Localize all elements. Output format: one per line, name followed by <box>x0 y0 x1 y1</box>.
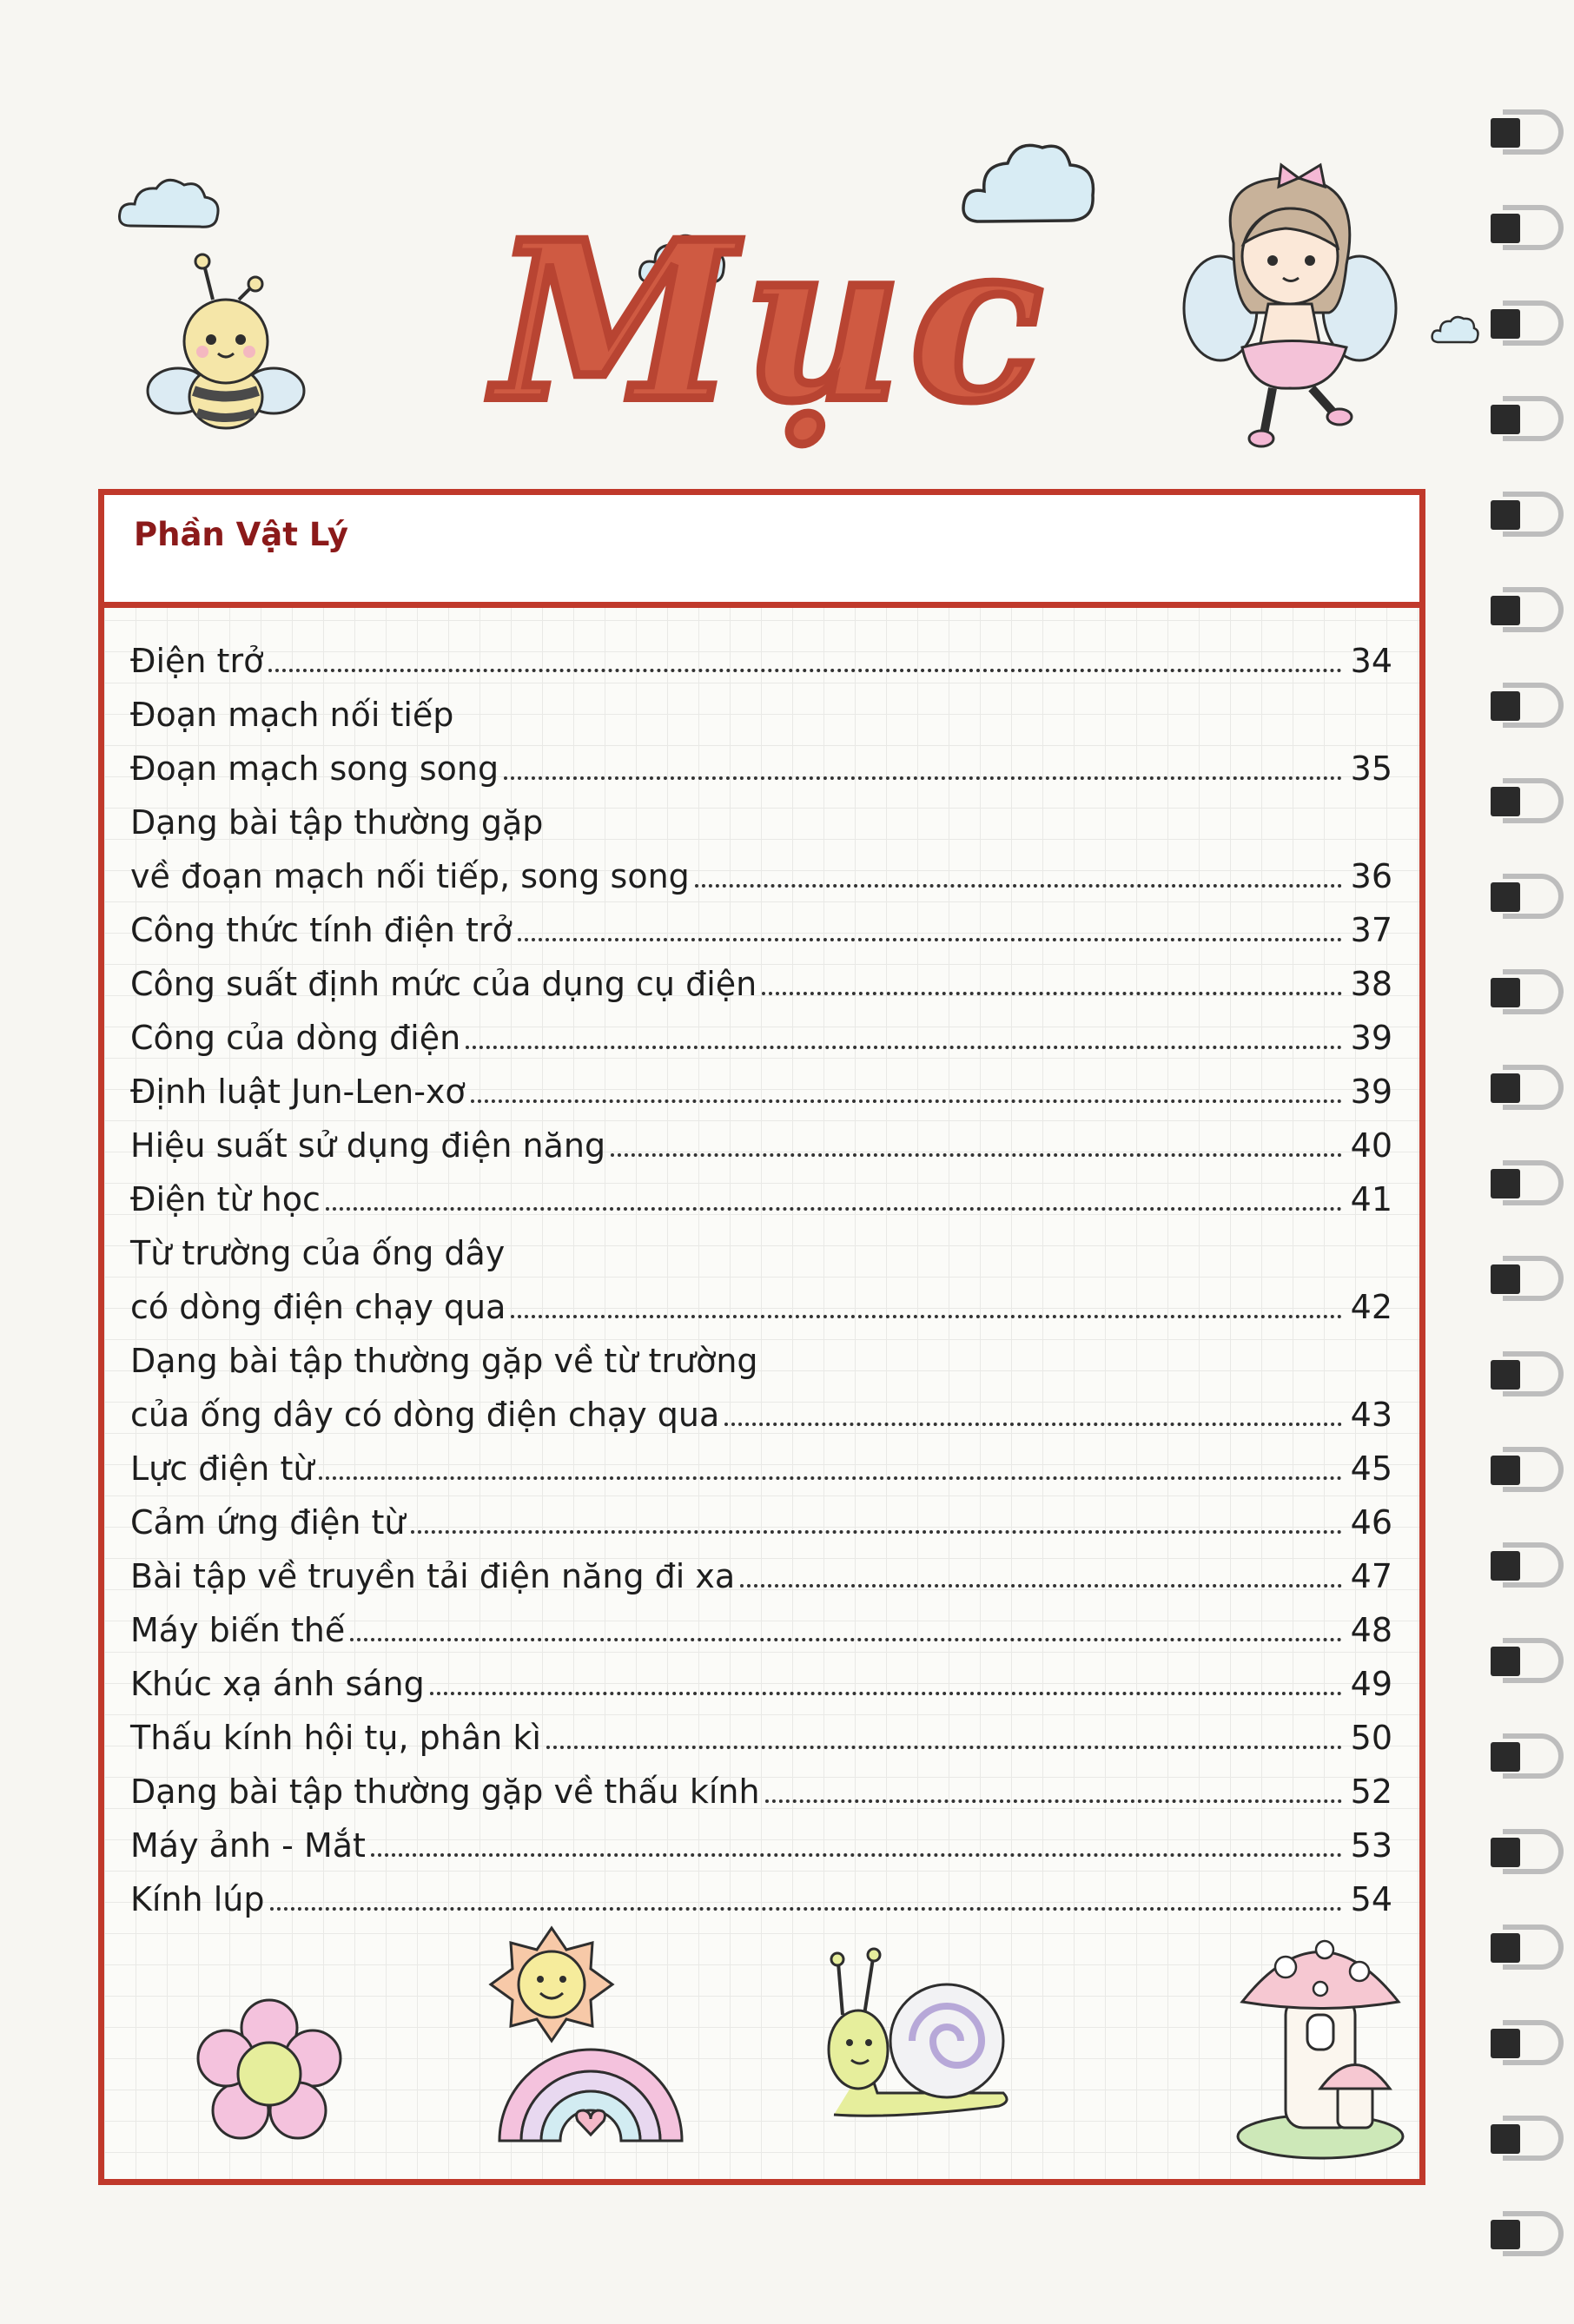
toc-entry[interactable] <box>130 1867 1392 1921</box>
toc-entry-title: Đoạn mạch nối tiếp <box>130 696 454 734</box>
toc-entry[interactable] <box>130 790 1392 844</box>
binding-ring <box>1491 1155 1558 1207</box>
toc-leader-dots <box>430 1692 1342 1695</box>
toc-list <box>130 629 1392 1921</box>
toc-entry-title: Thấu kính hội tụ, phân kì <box>130 1719 541 1757</box>
toc-page-number: 52 <box>1350 1773 1392 1811</box>
toc-page-number: 50 <box>1350 1719 1392 1757</box>
binding-ring <box>1491 2015 1558 2067</box>
binding-ring <box>1491 1633 1558 1685</box>
toc-page-number: 42 <box>1350 1288 1392 1326</box>
toc-entry[interactable] <box>130 1436 1392 1490</box>
toc-entry[interactable] <box>130 898 1392 952</box>
flower-icon <box>195 1997 343 2145</box>
cloud-icon <box>113 169 226 239</box>
toc-entry[interactable] <box>130 844 1392 898</box>
binding-ring <box>1491 486 1558 538</box>
binding-ring <box>1491 868 1558 921</box>
toc-leader-dots <box>326 1207 1342 1211</box>
toc-entry-title: về đoạn mạch nối tiếp, song song <box>130 857 690 895</box>
binding-ring <box>1491 773 1558 825</box>
toc-panel <box>98 489 1425 2185</box>
toc-entry-title: Lực điện từ <box>130 1449 314 1488</box>
toc-leader-dots <box>740 1584 1342 1588</box>
toc-entry[interactable] <box>130 1544 1392 1598</box>
toc-entry-title: Điện trở <box>130 642 264 680</box>
toc-leader-dots <box>466 1046 1342 1049</box>
binding-ring <box>1491 2206 1558 2258</box>
toc-entry[interactable] <box>130 1652 1392 1706</box>
toc-entry-title: Dạng bài tập thường gặp về thấu kính <box>130 1773 760 1811</box>
toc-page-number: 48 <box>1350 1611 1392 1649</box>
toc-entry-title: Cảm ứng điện từ <box>130 1503 406 1542</box>
toc-entry[interactable] <box>130 1598 1392 1652</box>
cloud-icon <box>1429 313 1481 347</box>
toc-entry-title: có dòng điện chạy qua <box>130 1288 506 1326</box>
toc-leader-dots <box>762 992 1342 995</box>
toc-entry-title: Máy ảnh - Mắt <box>130 1826 366 1865</box>
toc-entry[interactable] <box>130 1490 1392 1544</box>
toc-leader-dots <box>611 1153 1342 1157</box>
toc-page-number: 39 <box>1350 1073 1392 1111</box>
toc-entry[interactable] <box>130 736 1392 790</box>
binding-ring <box>1491 2110 1558 2162</box>
toc-leader-dots <box>270 1907 1343 1911</box>
binding-ring <box>1491 104 1558 156</box>
toc-leader-dots <box>371 1853 1342 1857</box>
rainbow-icon <box>491 2032 691 2145</box>
spiral-binding <box>1487 104 1574 2293</box>
binding-ring <box>1491 1537 1558 1589</box>
toc-entry-title: Định luật Jun-Len-xơ <box>130 1073 466 1111</box>
toc-entry[interactable] <box>130 952 1392 1006</box>
toc-entry-title: Dạng bài tập thường gặp <box>130 803 544 842</box>
toc-page-number: 34 <box>1350 642 1392 680</box>
toc-entry[interactable] <box>130 1167 1392 1221</box>
toc-entry-title: Dạng bài tập thường gặp về từ trường <box>130 1342 758 1380</box>
toc-leader-dots <box>511 1315 1342 1318</box>
toc-page-number: 36 <box>1350 857 1392 895</box>
binding-ring <box>1491 1824 1558 1876</box>
toc-entry[interactable] <box>130 1329 1392 1383</box>
toc-leader-dots <box>350 1638 1342 1641</box>
toc-page-number: 45 <box>1350 1449 1392 1488</box>
toc-entry-title: Công của dòng điện <box>130 1019 461 1057</box>
toc-entry-title: của ống dây có dòng điện chạy qua <box>130 1396 720 1434</box>
binding-ring <box>1491 391 1558 443</box>
page-title: Mục <box>494 194 1052 449</box>
toc-entry[interactable] <box>130 1006 1392 1060</box>
toc-entry[interactable] <box>130 1060 1392 1113</box>
toc-page-number: 37 <box>1350 911 1392 949</box>
binding-ring <box>1491 200 1558 252</box>
toc-entry-title: Hiệu suất sử dụng điện năng <box>130 1126 606 1165</box>
toc-page-number: 53 <box>1350 1826 1392 1865</box>
toc-entry[interactable] <box>130 1383 1392 1436</box>
section-header <box>104 495 1419 608</box>
toc-page-number: 49 <box>1350 1665 1392 1703</box>
section-title: Phần Vật Lý <box>134 516 349 553</box>
toc-page-number: 40 <box>1350 1126 1392 1165</box>
toc-leader-dots <box>268 669 1342 672</box>
toc-entry-title: Công suất định mức của dụng cụ điện <box>130 965 757 1003</box>
toc-leader-dots <box>765 1799 1342 1803</box>
bee-icon <box>143 248 308 434</box>
snail-icon <box>825 1928 1025 2128</box>
toc-entry-title: Kính lúp <box>130 1880 265 1918</box>
toc-page-number: 54 <box>1350 1880 1392 1918</box>
toc-entry-title: Từ trường của ống dây <box>130 1234 506 1272</box>
binding-ring <box>1491 1060 1558 1112</box>
binding-ring <box>1491 1346 1558 1398</box>
toc-entry-title: Bài tập về truyền tải điện năng đi xa <box>130 1557 736 1595</box>
toc-leader-dots <box>319 1476 1342 1480</box>
toc-page-number: 39 <box>1350 1019 1392 1057</box>
binding-ring <box>1491 964 1558 1016</box>
toc-entry[interactable] <box>130 1706 1392 1760</box>
binding-ring <box>1491 1251 1558 1303</box>
toc-entry[interactable] <box>130 1275 1392 1329</box>
toc-entry-title: Đoạn mạch song song <box>130 749 499 788</box>
toc-leader-dots <box>695 884 1342 888</box>
fairy-icon <box>1181 161 1399 456</box>
toc-entry-title: Công thức tính điện trở <box>130 911 513 949</box>
toc-page-number: 41 <box>1350 1180 1392 1218</box>
binding-ring <box>1491 1919 1558 1971</box>
toc-leader-dots <box>546 1746 1342 1749</box>
binding-ring <box>1491 677 1558 730</box>
toc-entry[interactable] <box>130 1221 1392 1275</box>
toc-entry[interactable] <box>130 1813 1392 1867</box>
toc-page-number: 38 <box>1350 965 1392 1003</box>
toc-page-number: 43 <box>1350 1396 1392 1434</box>
toc-page-number: 47 <box>1350 1557 1392 1595</box>
toc-entry[interactable] <box>130 683 1392 736</box>
binding-ring <box>1491 1728 1558 1780</box>
toc-leader-dots <box>518 938 1342 941</box>
binding-ring <box>1491 295 1558 347</box>
toc-page-number: 46 <box>1350 1503 1392 1542</box>
mushroom-house-icon <box>1233 1919 1407 2162</box>
toc-leader-dots <box>471 1099 1342 1103</box>
toc-leader-dots <box>724 1423 1342 1426</box>
toc-entry-title: Máy biến thế <box>130 1611 346 1649</box>
toc-page-number: 35 <box>1350 749 1392 788</box>
binding-ring <box>1491 1442 1558 1494</box>
toc-leader-dots <box>411 1530 1343 1534</box>
toc-entry[interactable] <box>130 1760 1392 1813</box>
toc-entry[interactable] <box>130 1113 1392 1167</box>
toc-leader-dots <box>504 776 1342 780</box>
toc-entry-title: Điện từ học <box>130 1180 321 1218</box>
toc-entry-title: Khúc xạ ánh sáng <box>130 1665 425 1703</box>
toc-entry[interactable] <box>130 629 1392 683</box>
binding-ring <box>1491 582 1558 634</box>
